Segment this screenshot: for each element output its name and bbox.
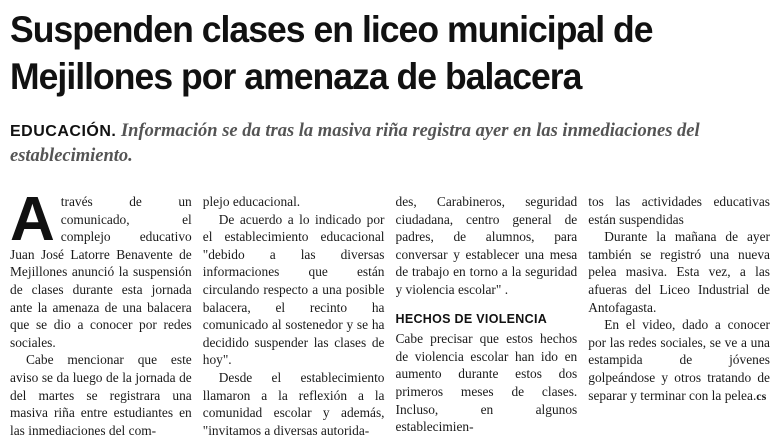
article-body: [10, 193, 770, 439]
paragraph: Cabe mencionar que este aviso se da luego de la jornada de del martes se registrara una masiva riña entre estudiantes en las inmediaciones del com-: [10, 352, 192, 438]
paragraph: des, Carabineros, seguridad ciudadana, centro general de padres, de alumnos, para conversar y establecer una mesa de trabajo en torno a la seguridad y violencia escolar" .: [395, 194, 578, 297]
deck: [10, 119, 770, 168]
column-1: [10, 193, 192, 439]
paragraph-text: En el video, dado a conocer por las redes sociales, se ve a una estampida de jóvenes golpeándose y otros tratando de separar y terminar con la pelea.: [588, 317, 770, 403]
paragraph: De acuerdo a lo indicado por el establecimiento educacional "debido a las diversas informaciones que están circulando respecto a una posible balacera, el recinto ha comunicado al sostenedor y se ha decidido suspender las clases de hoy".: [202, 211, 385, 368]
column-4: [588, 193, 770, 439]
lede: Información se da tras la masiva riña registra ayer en las inmediaciones del establecimiento.: [10, 121, 700, 166]
paragraph: Desde el establecimiento llamaron a la reflexión a la comunidad escolar y además, "invitamos a diversas autorida-: [202, 369, 385, 438]
paragraph-text: través de un comunicado, el complejo educativo Juan José Latorre Benavente de Mejillones anunció la suspensión de clases durante esta jornada ante la amenaza de una balacera que se dio a conocer por redes sociales.: [10, 194, 192, 350]
end-mark: cs: [756, 388, 767, 403]
subhead: HECHOS DE VIOLENCIA: [395, 311, 548, 326]
column-3: [396, 193, 578, 439]
paragraph: Durante la mañana de ayer también se registró una nueva pelea masiva. Esta vez, a las afueras del Liceo Industrial de Antofagasta.: [588, 229, 770, 315]
headline: Suspenden clases en liceo municipal de Mejillones por amenaza de balacera: [10, 9, 653, 97]
section-kicker: EDUCACIÓN.: [10, 123, 117, 140]
drop-cap: A: [10, 193, 55, 254]
paragraph: [588, 316, 770, 405]
column-2: [203, 193, 385, 439]
paragraph: plejo educacional.: [202, 194, 301, 209]
paragraph: [10, 193, 192, 351]
paragraph: tos las actividades educativas están suspendidas: [588, 194, 770, 227]
paragraph: Cabe precisar que estos hechos de violencia escolar han ido en aumento durante estos dos primeros meses de clases. Incluso, en algunos establecimien-: [395, 331, 578, 435]
